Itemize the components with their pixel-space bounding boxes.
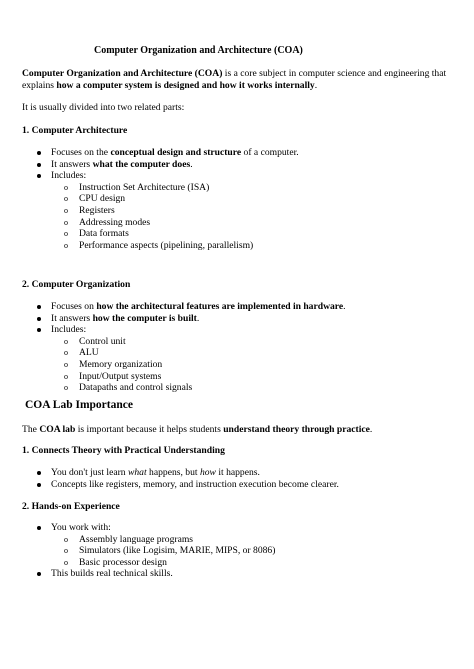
list-item: This builds real technical skills. bbox=[51, 568, 275, 580]
list-item bbox=[51, 159, 299, 171]
theory-list bbox=[51, 467, 339, 490]
text: it happens. bbox=[215, 467, 260, 478]
text: Focuses on the bbox=[51, 147, 111, 158]
bold-text: how the computer is built bbox=[92, 312, 197, 324]
sublist-item: o Datapaths and control signals bbox=[79, 382, 346, 394]
text: Includes: bbox=[51, 324, 87, 336]
text: . bbox=[196, 312, 200, 324]
section-heading-organization: 2. Computer Organization bbox=[22, 279, 131, 290]
list-item bbox=[51, 467, 339, 479]
list-item bbox=[51, 313, 346, 325]
sublist-item: o Instruction Set Architecture (ISA) bbox=[79, 182, 299, 194]
text: . bbox=[369, 424, 373, 435]
intro-emphasis: how a computer system is designed and how it works internally bbox=[56, 79, 315, 91]
sublist-item: o Simulators (like Logisim, MARIE, MIPS, or 8086) bbox=[79, 545, 275, 557]
text: You don't just learn bbox=[51, 467, 128, 478]
intro-end: . bbox=[314, 79, 318, 91]
intro-term: Computer Organization and Architecture (COA) bbox=[22, 68, 223, 79]
lab-heading: COA Lab Importance bbox=[25, 399, 133, 411]
text: The bbox=[22, 424, 40, 435]
sublist-item: o CPU design bbox=[79, 193, 299, 205]
italic-text: what bbox=[127, 467, 147, 478]
text: happens, but bbox=[146, 467, 200, 478]
list-item: Concepts like registers, memory, and instruction execution become clearer. bbox=[51, 478, 339, 490]
text: Includes: bbox=[51, 170, 87, 182]
list-item bbox=[51, 522, 275, 568]
list-item bbox=[51, 301, 346, 313]
hands-on-sublist bbox=[79, 534, 275, 569]
bold-text: what the computer does bbox=[92, 158, 191, 170]
sublist-item: o Registers bbox=[79, 205, 299, 217]
list-item bbox=[51, 147, 299, 159]
divided-paragraph: It is usually divided into two related parts: bbox=[22, 102, 185, 113]
architecture-sublist bbox=[79, 182, 299, 252]
text: Focuses on bbox=[51, 301, 97, 312]
intro-text: is a core subject in computer science and engineering that explains bbox=[22, 68, 447, 91]
bold-text: COA lab bbox=[39, 424, 76, 435]
bold-text: understand theory through practice bbox=[223, 424, 370, 435]
sublist-item: o Performance aspects (pipelining, parallelism) bbox=[79, 240, 299, 252]
sublist-item: o Control unit bbox=[79, 336, 346, 348]
sublist-item: o Data formats bbox=[79, 228, 299, 240]
text: It answers bbox=[51, 158, 93, 170]
sublist-item: o Memory organization bbox=[79, 359, 346, 371]
sublist-item: o Input/Output systems bbox=[79, 371, 346, 383]
text: It answers bbox=[51, 312, 93, 324]
text: of a computer. bbox=[241, 147, 299, 158]
document-title: Computer Organization and Architecture (COA) bbox=[94, 45, 303, 56]
bold-text: conceptual design and structure bbox=[110, 147, 242, 158]
sublist-item: o Assembly language programs bbox=[79, 534, 275, 546]
section-heading-architecture: 1. Computer Architecture bbox=[22, 125, 128, 136]
hands-on-list bbox=[51, 522, 275, 580]
bold-text: how the architectural features are implemented in hardware bbox=[96, 301, 344, 312]
list-item bbox=[51, 170, 299, 251]
sublist-item: o ALU bbox=[79, 347, 346, 359]
organization-sublist bbox=[79, 336, 346, 394]
sublist-item: o Addressing modes bbox=[79, 217, 299, 229]
italic-text: how bbox=[199, 467, 216, 478]
section-heading-theory: 1. Connects Theory with Practical Understanding bbox=[22, 445, 225, 456]
text: . bbox=[343, 301, 346, 312]
organization-list bbox=[51, 301, 346, 394]
lab-paragraph bbox=[22, 424, 452, 436]
text: . bbox=[190, 158, 193, 170]
text: is important because it helps students bbox=[75, 424, 224, 435]
section-heading-hands-on: 2. Hands-on Experience bbox=[22, 501, 120, 512]
intro-paragraph bbox=[22, 68, 452, 91]
text: You work with: bbox=[51, 522, 111, 533]
architecture-list bbox=[51, 147, 299, 251]
list-item bbox=[51, 324, 346, 394]
sublist-item: o Basic processor design bbox=[79, 557, 275, 569]
